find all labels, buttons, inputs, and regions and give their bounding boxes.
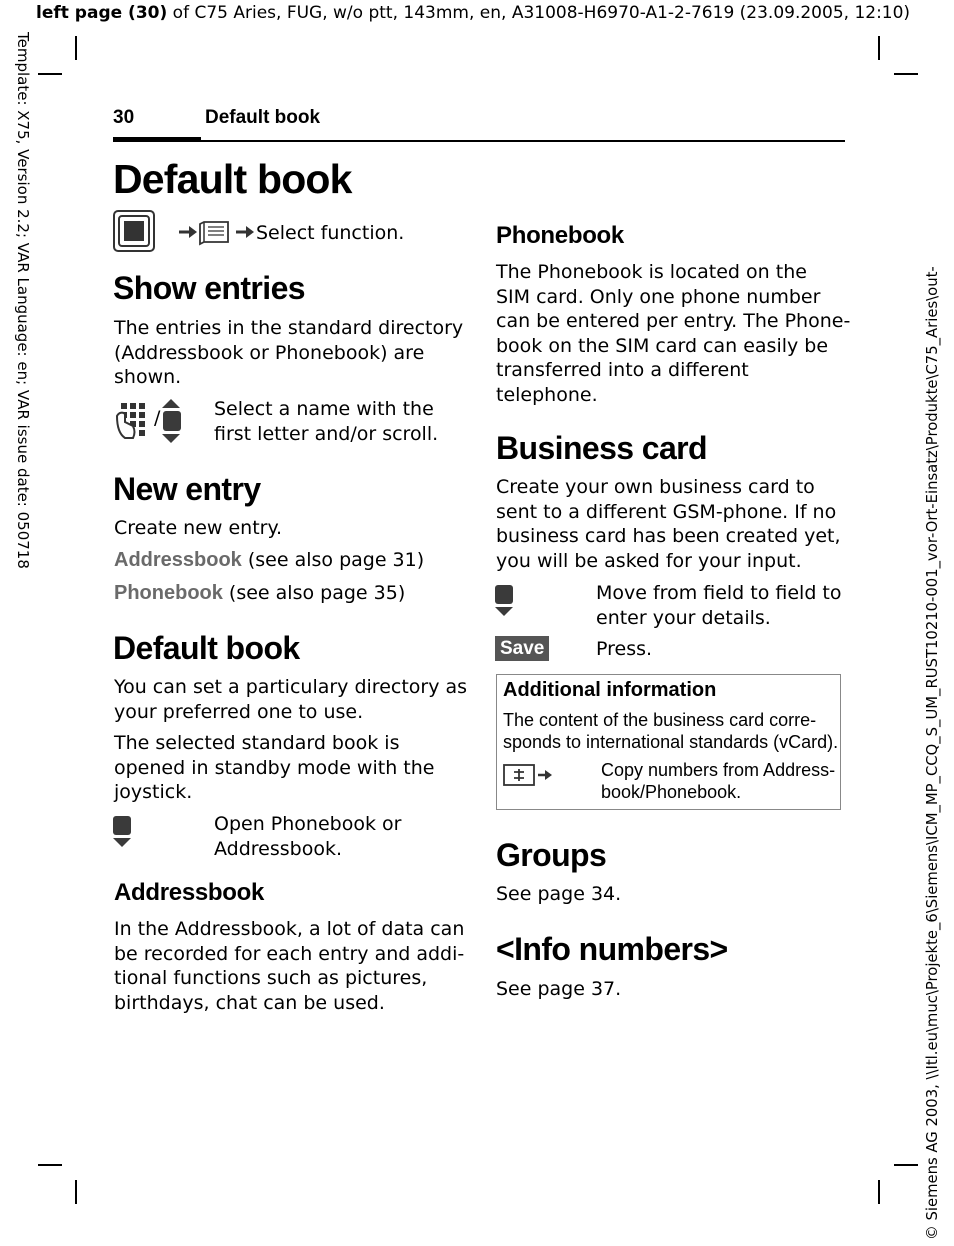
additional-information-box — [496, 674, 841, 810]
nav-text: Select function. — [256, 222, 405, 244]
arrow-right-icon — [235, 223, 255, 241]
print-header-info: of C75 Aries, FUG, w/o ptt, 143mm, en, A31008-H6970-A1-2-7619 (23.09.2005, 12:10) — [167, 3, 911, 23]
phonebook-link[interactable]: Phonebook (see also page 35) — [114, 582, 406, 604]
business-card-text: Create your own business card to sent to a different GSM-phone. If no business card has been created yet, you will be asked for your input. — [496, 476, 841, 572]
default-book-para1: You can set a particulary directory as your preferred one to use. — [114, 676, 468, 723]
running-title: Default book — [205, 107, 321, 128]
addressbook-link[interactable]: Addressbook (see also page 31) — [114, 549, 425, 571]
default-book-instruction: Open Phonebook or Addressbook. — [214, 813, 402, 860]
default-book-heading: Default book — [113, 630, 300, 666]
crop-mark — [38, 1164, 62, 1166]
groups-heading: Groups — [496, 837, 607, 873]
show-entries-text: The entries in the standard directory (Addressbook or Phonebook) are shown. — [114, 317, 464, 388]
print-header-page: left page (30) — [36, 3, 168, 23]
print-header — [36, 3, 910, 23]
joystick-up-down-icon — [161, 399, 183, 445]
phonebook-heading: Phonebook — [496, 222, 624, 249]
crop-mark — [878, 1180, 880, 1204]
save-softkey[interactable]: Save — [495, 636, 549, 661]
crop-mark — [894, 1164, 918, 1166]
new-entry-text: Create new entry. — [114, 517, 283, 539]
header-rule — [113, 140, 845, 142]
keypad-icon — [113, 400, 153, 442]
default-book-para2: The selected standard book is opened in standby mode with the joystick. — [114, 732, 435, 803]
additional-information-title: Additional information — [503, 679, 717, 701]
options-key-icon — [503, 764, 535, 786]
left-margin-text: Template: X75, Version 2.2; VAR Language: en; VAR issue date: 050718 — [14, 32, 32, 569]
separator: / — [154, 407, 161, 429]
additional-information-text: The content of the business card corre- sponds to international standards (vCard). — [503, 710, 839, 752]
info-numbers-heading: <Info numbers> — [496, 931, 728, 967]
business-card-heading: Business card — [496, 430, 707, 466]
crop-mark — [894, 73, 918, 75]
addressbook-heading: Addressbook — [114, 879, 265, 906]
joystick-down-icon — [494, 585, 516, 617]
page-number: 30 — [113, 107, 135, 128]
crop-mark — [878, 36, 880, 60]
page-title: Default book — [113, 156, 352, 202]
additional-information-instruction: Copy numbers from Address- book/Phonebook. — [601, 760, 836, 802]
business-card-instruction2: Press. — [596, 638, 653, 660]
joystick-down-icon — [112, 816, 134, 848]
crop-mark — [75, 36, 77, 60]
addressbook-text: In the Addressbook, a lot of data can be recorded for each entry and addi- tional functions such as pictures, birthdays, chat can be used. — [114, 918, 465, 1014]
phonebook-text: The Phonebook is located on the SIM card. Only one phone number can be entered per entry. The Phone- book on the SIM card can easily be transferred into a different telephone. — [496, 261, 851, 406]
crop-mark — [75, 1180, 77, 1204]
groups-text: See page 34. — [496, 883, 622, 905]
menu-key-icon — [113, 210, 155, 252]
new-entry-heading: New entry — [113, 471, 261, 507]
show-entries-instruction: Select a name with the first letter and/or scroll. — [214, 398, 439, 445]
business-card-instruction1: Move from field to field to enter your details. — [596, 582, 842, 629]
info-numbers-text: See page 37. — [496, 978, 622, 1000]
show-entries-heading: Show entries — [113, 270, 305, 306]
crop-mark — [38, 73, 62, 75]
arrow-right-icon — [178, 223, 198, 241]
right-margin-text: © Siemens AG 2003, \\Itl.eu\muc\Projekte_6\Siemens\ICM_MP_CCQ_S_UM_RUST10210-001_vor-Ort-Einsatz\Produkte\C75_Aries\out- — [924, 266, 941, 1240]
arrow-right-icon — [537, 767, 553, 781]
book-icon — [198, 220, 232, 246]
